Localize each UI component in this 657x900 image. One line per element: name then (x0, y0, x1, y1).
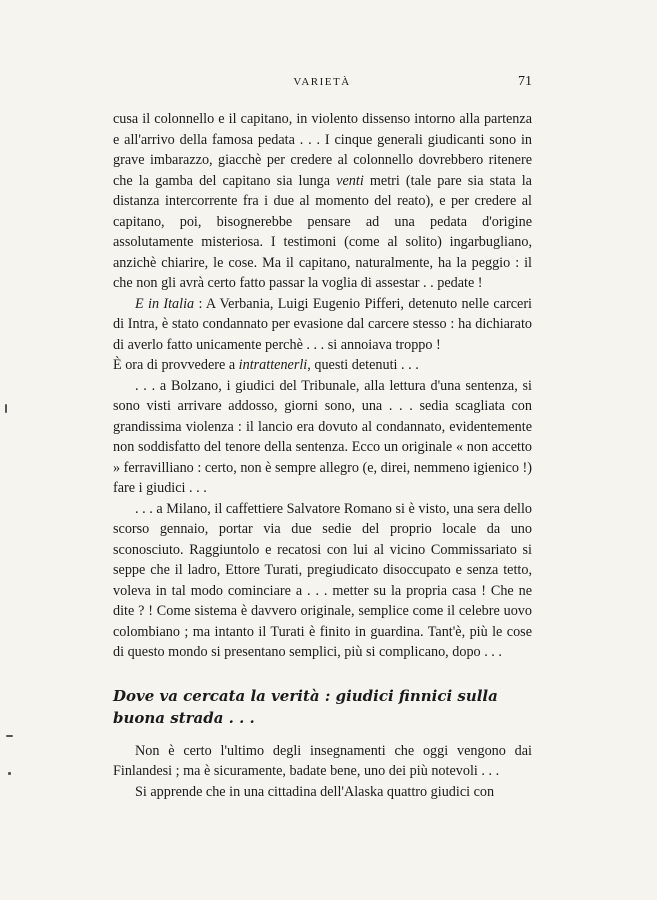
paragraph-2 (113, 294, 532, 356)
paragraph-2-italic: E in Italia (135, 295, 195, 312)
paragraph-7-text: Si apprende che in una cittadina dell'Alaska quattro giudici con (135, 783, 495, 800)
margin-mark-3 (8, 772, 11, 775)
page-number: 71 (518, 74, 532, 89)
body-text (113, 109, 532, 802)
section-title: Dove va cercata la verità : giudici finnici sulla buona strada . . . (113, 686, 498, 727)
paragraph-7 (113, 782, 532, 803)
paragraph-3-italic: intrattenerli (238, 357, 308, 373)
margin-mark-1 (5, 404, 7, 413)
paragraph-3 (113, 355, 532, 376)
paragraph-4 (113, 376, 532, 499)
running-head: VARIETÀ (293, 76, 351, 88)
paragraph-1-end: metri (tale pare sia stata la distanza intercorrente fra i due al momento del reato), e per credere al capitano, poi, bisognerebbe pensare ad una pedata d'origine assolutamente misteriosa. I testimoni (come al solito) ingarbugliano, anzichè chiarire, le cose. Ma il capitano, naturalmente, ha la peggio : il che non gli avrà certo fatto passar la voglia di assestar . . pedate ! (113, 172, 532, 291)
paragraph-3-end: , questi detenuti . . . (307, 357, 419, 373)
paragraph-4-text: . . . a Bolzano, i giudici del Tribunale, alla lettura d'una sentenza, si sono visti arrivare addosso, giorni sono, una . . . sedia scagliata con grandissima violenza : il lancio era dovuto al condannato, evidentemente non soddisfatto del tenore della sentenza. Ecco un originale « non accetto » ferravilliano : certo, non è sempre allegro (e, direi, nemmeno igienico !) fare i giudici . . . (113, 377, 532, 496)
paragraph-5-text: . . . a Milano, il caffettiere Salvatore Romano si è visto, una sera dello scorso gennaio, portar via due sedie del proprio locale da uno sconosciuto. Raggiuntolo e recatosi con lui al vicino Commissariato si seppe che il ladro, Ettore Turati, pregiudicato disoccupato e senza tetto, voleva in tal modo cominciare a . . . metter su la propria casa ! Che ne dite ? ! Come sistema è davvero originale, semplice come il celebre uovo colombiano ; ma intanto il Turati è finito in guardina. Tant'è, più le cose di questo mondo si presentano semplici, più si complicano, dopo . . . (113, 500, 532, 660)
paragraph-2-text: : A Verbania, Luigi Eugenio Pifferi, detenuto nelle carceri di Intra, è stato condannato per evasione dal carcere stesso : ha dichiarato di averlo fatto unicamente perchè . . . si annoiava troppo ! (113, 295, 532, 353)
paragraph-5 (113, 499, 532, 663)
page-header (112, 74, 532, 94)
margin-mark-2 (6, 735, 13, 737)
paragraph-6 (113, 741, 532, 782)
paragraph-6-text: Non è certo l'ultimo degli insegnamenti che oggi vengono dai Finlandesi ; ma è sicuramente, badate bene, uno dei più notevoli . . . (113, 742, 532, 779)
paragraph-1-italic: venti (336, 172, 364, 189)
paragraph-1 (113, 109, 532, 294)
paragraph-3-text: È ora di provvedere a (113, 357, 239, 373)
paragraph-1-text: cusa il colonnello e il capitano, in violento dissenso intorno alla partenza e all'arrivo della famosa pedata . . . I cinque generali giudicanti sono in grave imbarazzo, giacchè per credere al colonnello dovrebbero ritenere che la gamba del capitano sia lunga (113, 111, 532, 189)
